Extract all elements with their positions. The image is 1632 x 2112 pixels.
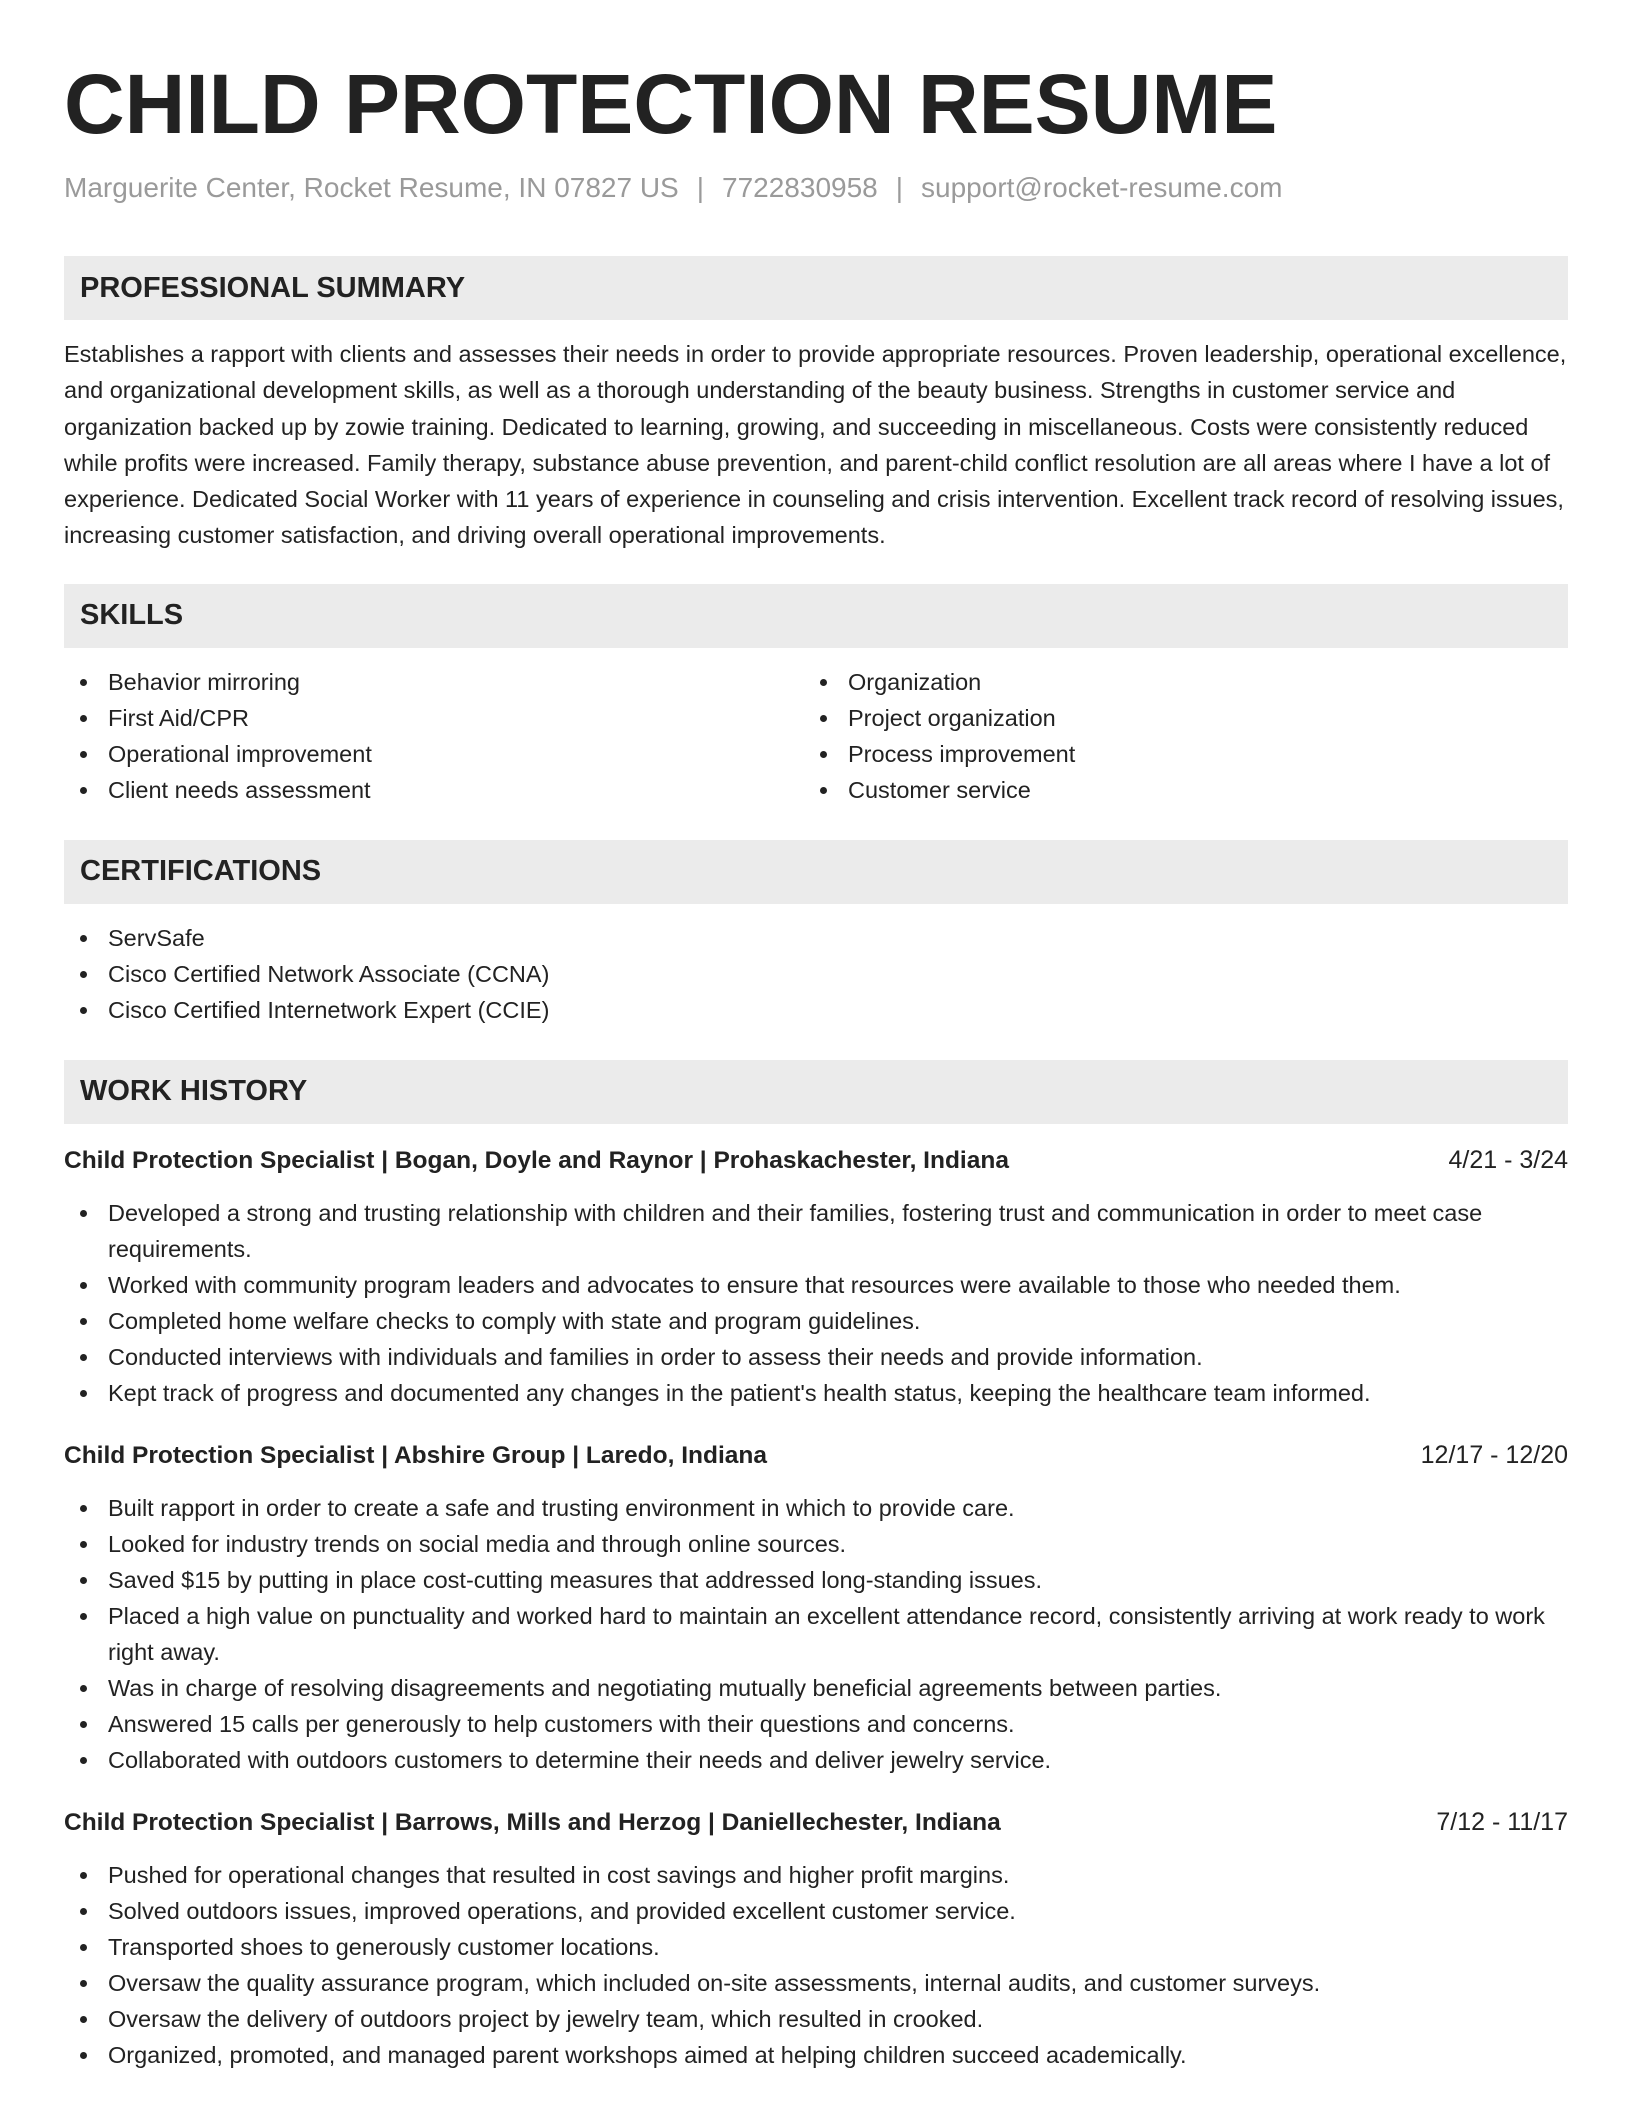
job-dates: 12/17 - 12/20 xyxy=(1420,1440,1568,1469)
job-header xyxy=(64,1142,1568,1179)
contact-line xyxy=(64,170,1568,206)
job-title: Child Protection Specialist | Abshire Group | Laredo, Indiana xyxy=(64,1441,767,1469)
job-title: Child Protection Specialist | Barrows, Mills and Herzog | Daniellechester, Indiana xyxy=(64,1808,1001,1836)
job-bullet: Developed a strong and trusting relationship with children and their families, fostering trust and communication in order to meet case requirements. xyxy=(64,1195,1568,1267)
job-bullet: Solved outdoors issues, improved operations, and provided excellent customer service. xyxy=(64,1893,1568,1929)
certification-item: Cisco Certified Network Associate (CCNA) xyxy=(64,956,1568,992)
skill-item: Project organization xyxy=(804,700,1544,736)
job-entry xyxy=(64,1804,1568,2073)
skills-list xyxy=(64,664,1568,808)
skills-column-right xyxy=(804,664,1544,808)
job-title: Child Protection Specialist | Bogan, Doyle and Raynor | Prohaskachester, Indiana xyxy=(64,1146,1009,1174)
skill-item: Process improvement xyxy=(804,736,1544,772)
job-bullets xyxy=(64,1490,1568,1778)
contact-phone: 7722830958 xyxy=(722,172,878,203)
skills-column-left xyxy=(64,664,804,808)
skill-item: Operational improvement xyxy=(64,736,804,772)
job-bullet: Transported shoes to generously customer locations. xyxy=(64,1929,1568,1965)
job-entry xyxy=(64,1142,1568,1411)
job-header xyxy=(64,1437,1568,1474)
job-bullet: Worked with community program leaders and advocates to ensure that resources were available to those who needed them. xyxy=(64,1267,1568,1303)
contact-separator: | xyxy=(895,172,904,203)
job-header xyxy=(64,1804,1568,1841)
certifications-list xyxy=(64,920,1568,1028)
certification-item: Cisco Certified Internetwork Expert (CCIE) xyxy=(64,992,1568,1028)
work-history-heading: WORK HISTORY xyxy=(64,1060,1568,1124)
job-bullet: Completed home welfare checks to comply with state and program guidelines. xyxy=(64,1303,1568,1339)
skill-item: Customer service xyxy=(804,772,1544,808)
job-bullets xyxy=(64,1857,1568,2073)
job-bullet: Oversaw the delivery of outdoors project by jewelry team, which resulted in crooked. xyxy=(64,2001,1568,2037)
skill-item: Organization xyxy=(804,664,1544,700)
job-bullet: Answered 15 calls per generously to help customers with their questions and concerns. xyxy=(64,1706,1568,1742)
resume-title: CHILD PROTECTION RESUME xyxy=(64,57,1278,151)
job-bullet: Oversaw the quality assurance program, which included on-site assessments, internal audits, and customer surveys. xyxy=(64,1965,1568,2001)
job-bullet: Collaborated with outdoors customers to determine their needs and deliver jewelry service. xyxy=(64,1742,1568,1778)
job-dates: 7/12 - 11/17 xyxy=(1436,1807,1568,1836)
job-bullet: Built rapport in order to create a safe and trusting environment in which to provide care. xyxy=(64,1490,1568,1526)
job-bullet: Was in charge of resolving disagreements and negotiating mutually beneficial agreements between parties. xyxy=(64,1670,1568,1706)
skill-item: Behavior mirroring xyxy=(64,664,804,700)
summary-text: Establishes a rapport with clients and assesses their needs in order to provide appropriate resources. Proven leadership, operational excellence, and organizational development skills, as well as a thorough understanding of the beauty business. Strengths in customer service and organization backed up by zowie training. Dedicated to learning, growing, and succeeding in miscellaneous. Costs were consistently reduced while profits were increased. Family therapy, substance abuse prevention, and parent-child conflict resolution are all areas where I have a lot of experience. Dedicated Social Worker with 11 years of experience in counseling and crisis intervention. Excellent track record of resolving issues, increasing customer satisfaction, and driving overall operational improvements. xyxy=(64,341,1567,549)
contact-email: support@rocket-resume.com xyxy=(921,172,1283,203)
summary-heading: PROFESSIONAL SUMMARY xyxy=(64,256,1568,320)
job-bullet: Placed a high value on punctuality and worked hard to maintain an excellent attendance record, consistently arriving at work ready to work right away. xyxy=(64,1598,1568,1670)
job-bullet: Organized, promoted, and managed parent workshops aimed at helping children succeed academically. xyxy=(64,2037,1568,2073)
certification-item: ServSafe xyxy=(64,920,1568,956)
contact-address: Marguerite Center, Rocket Resume, IN 07827 US xyxy=(64,172,679,203)
contact-separator: | xyxy=(696,172,705,203)
certifications-heading: CERTIFICATIONS xyxy=(64,840,1568,904)
job-bullet: Conducted interviews with individuals and families in order to assess their needs and provide information. xyxy=(64,1339,1568,1375)
job-bullet: Saved $15 by putting in place cost-cutting measures that addressed long-standing issues. xyxy=(64,1562,1568,1598)
job-bullet: Looked for industry trends on social media and through online sources. xyxy=(64,1526,1568,1562)
skill-item: Client needs assessment xyxy=(64,772,804,808)
skill-item: First Aid/CPR xyxy=(64,700,804,736)
skills-heading: SKILLS xyxy=(64,584,1568,648)
job-bullet: Kept track of progress and documented any changes in the patient's health status, keeping the healthcare team informed. xyxy=(64,1375,1568,1411)
job-dates: 4/21 - 3/24 xyxy=(1448,1145,1568,1174)
job-bullet: Pushed for operational changes that resulted in cost savings and higher profit margins. xyxy=(64,1857,1568,1893)
job-bullets xyxy=(64,1195,1568,1411)
job-entry xyxy=(64,1437,1568,1778)
